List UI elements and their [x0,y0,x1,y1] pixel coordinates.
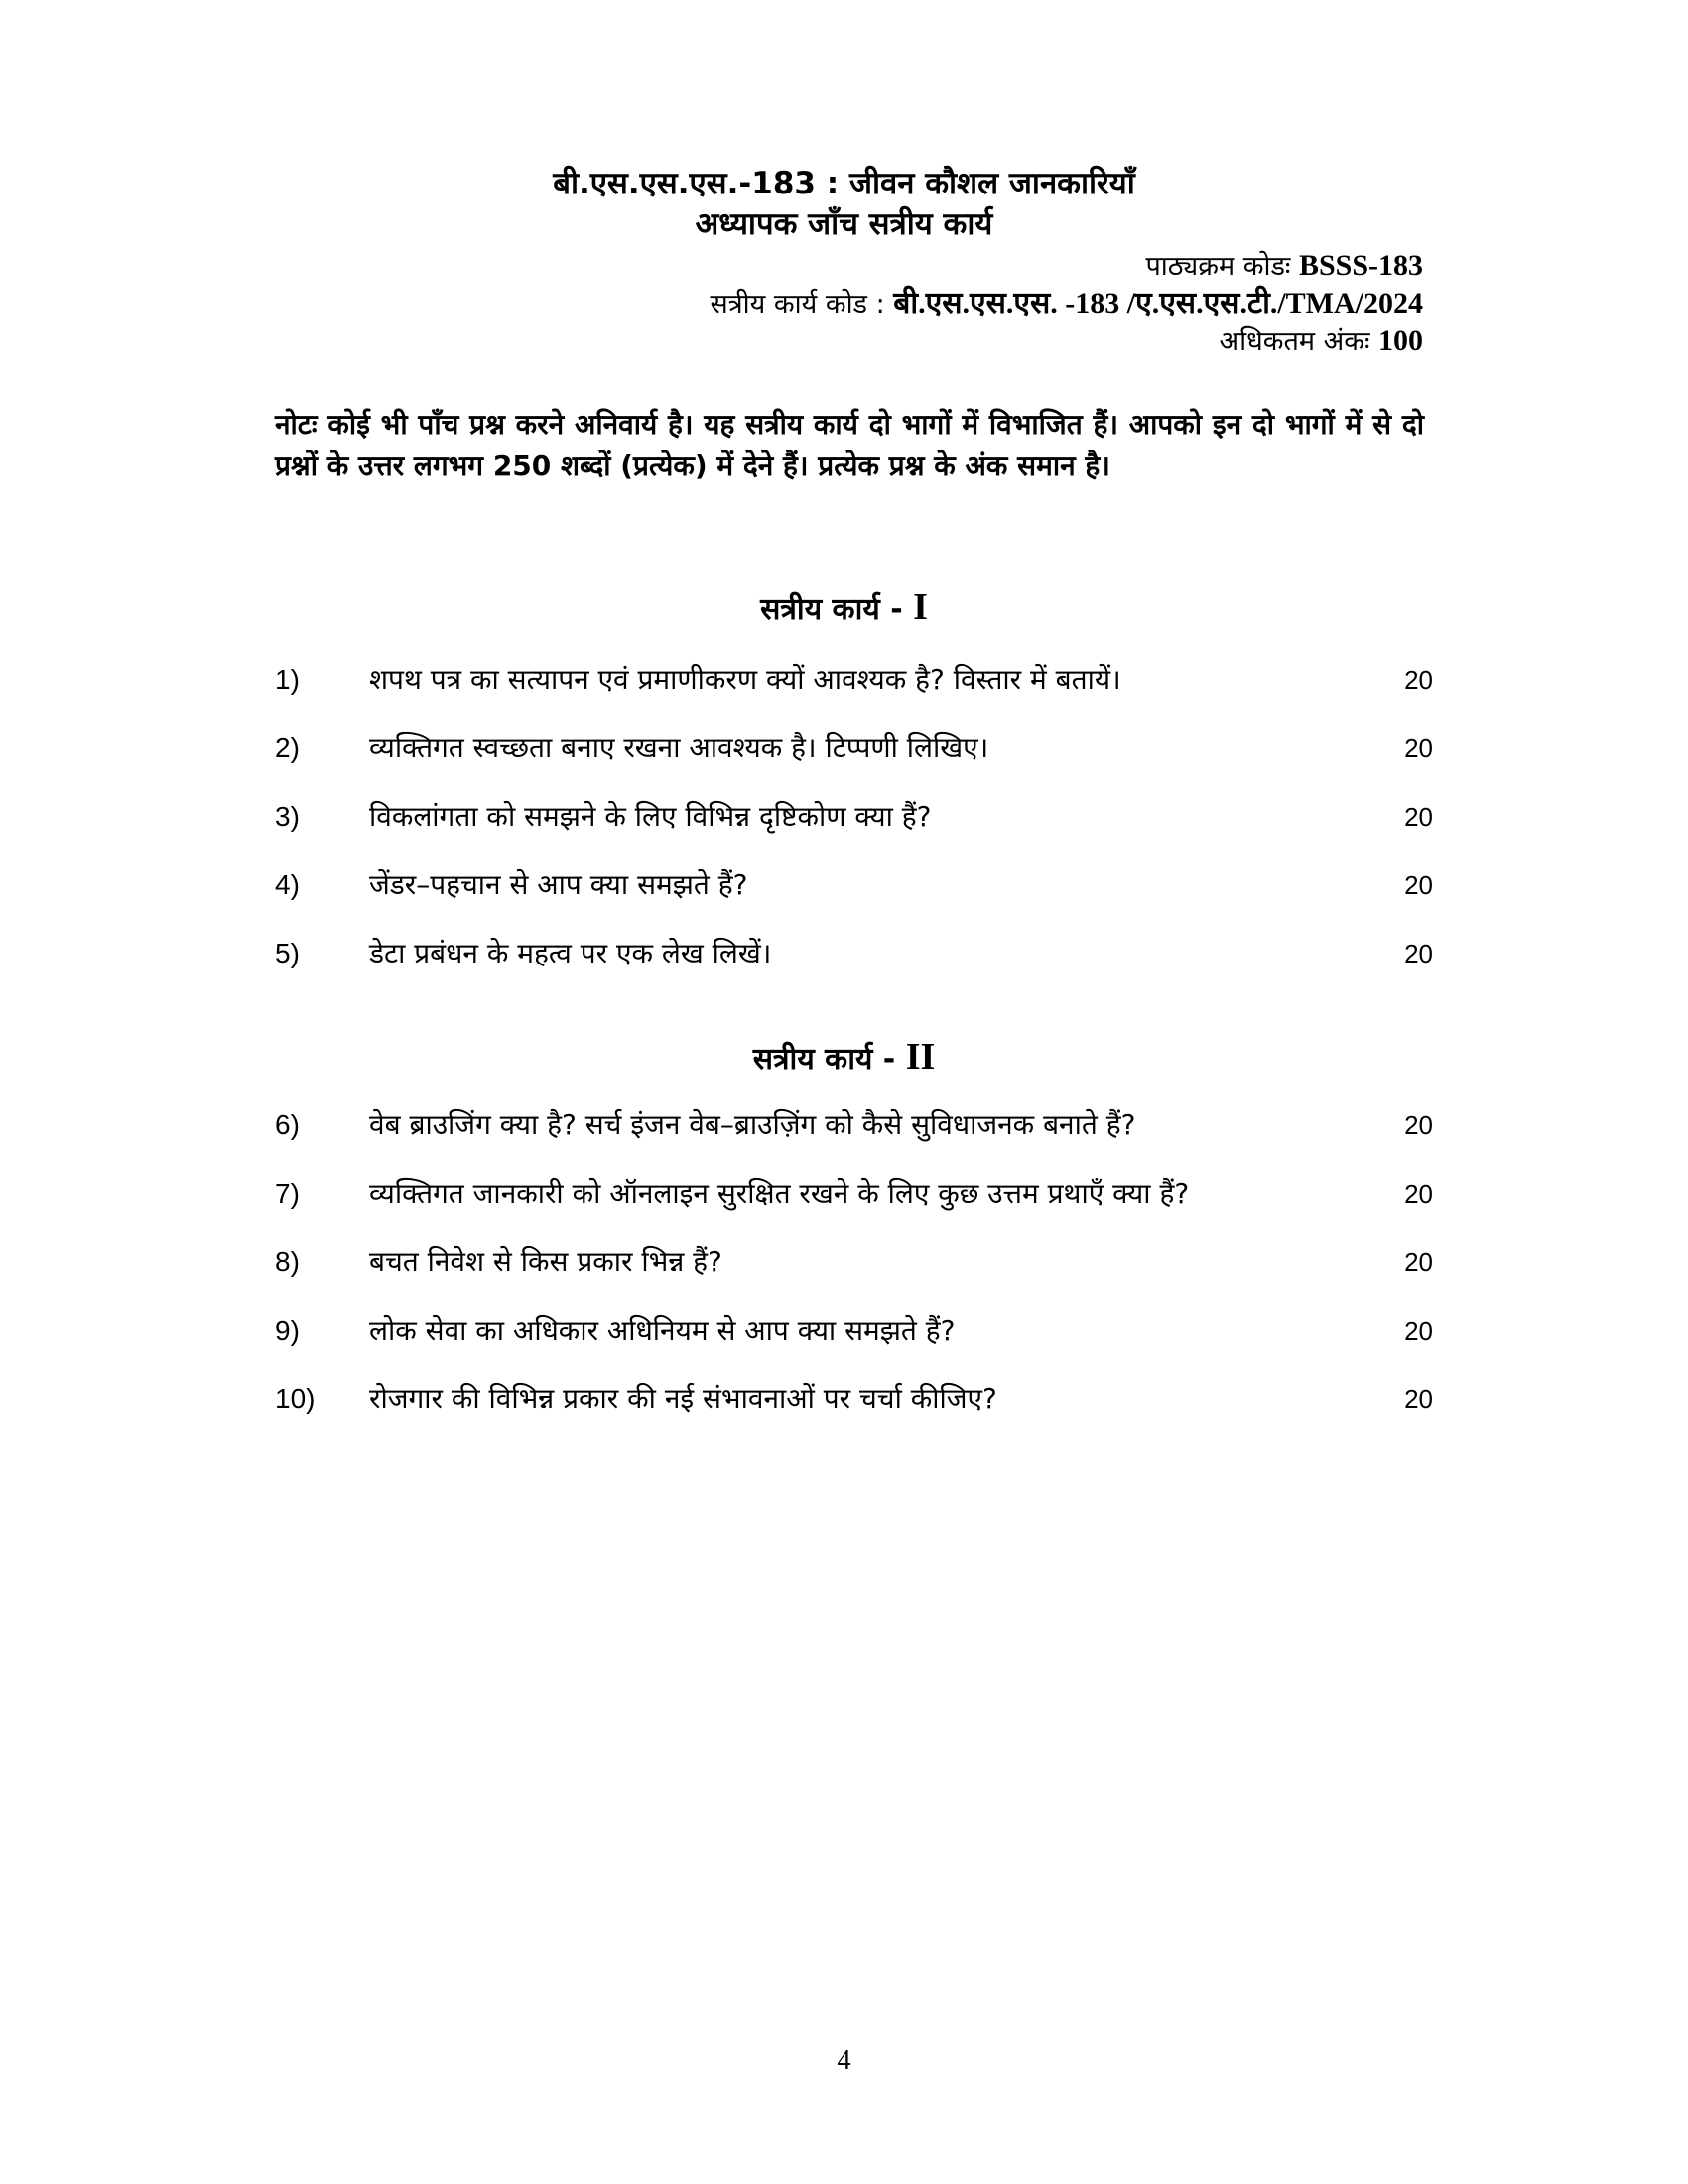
question-row [0,655,1688,705]
question-number: 10) [275,1383,316,1414]
question-marks: 20 [1404,802,1433,832]
question-number: 4) [275,869,300,900]
document-title: बी.एस.एस.एस.-183 : जीवन कौशल जानकारियाँ [553,166,1135,201]
section-heading-1 [0,585,1688,632]
assignment-code-label: सत्रीय कार्य कोड : [710,289,885,320]
question-marks: 20 [1404,1247,1433,1277]
question-row [0,1169,1688,1219]
section-roman-numeral: I [913,586,928,628]
document-subtitle: अध्यापक जाँच सत्रीय कार्य [695,206,993,242]
course-code-label: पाठ्यक्रम कोडः [1145,251,1291,282]
question-text: बचत निवेश से किस प्रकार भिन्न हैं? [369,1245,722,1278]
question-text: वेब ब्राउजिंग क्या है? सर्च इंजन वेब–ब्राउज़िंग को कैसे सुविधाजनक बनाते हैं? [369,1108,1136,1141]
question-text: डेटा प्रबंधन के महत्व पर एक लेख लिखें। [369,937,772,969]
section-heading-label: सत्रीय कार्य - [760,592,903,627]
question-text: विकलांगता को समझने के लिए विभिन्न दृष्टिकोण क्या हैं? [369,800,932,833]
assignment-code [710,286,1423,322]
question-row [0,1237,1688,1287]
question-number: 3) [275,801,300,832]
assignment-code-value: बी.एस.एस.एस. -183 /ए.एस.एस.टी./TMA/2024 [893,287,1423,320]
question-marks: 20 [1404,1179,1433,1209]
question-text: रोजगार की विभिन्न प्रकार की नई संभावनाओं पर चर्चा कीजिए? [369,1382,997,1415]
question-marks: 20 [1404,939,1433,968]
question-number: 6) [275,1109,300,1140]
section-heading-label: सत्रीय कार्य - [752,1042,896,1077]
question-text: व्यक्तिगत स्वच्छता बनाए रखना आवश्यक है। टिप्पणी लिखिए। [369,731,989,764]
question-row [0,723,1688,773]
instructions-note: नोटः कोई भी पाँच प्रश्न करने अनिवार्य है। यह सत्रीय कार्य दो भागों में विभाजित हैं। आपको इन दो भागों में से दो प्रश्नों के उत्तर लगभग 250 शब्दों (प्रत्येक) में देने हैं। प्रत्येक प्रश्न के अंक समान है। [275,408,1424,482]
question-number: 8) [275,1246,300,1277]
question-marks: 20 [1404,1384,1433,1414]
question-text: जेंडर–पहचान से आप क्या समझते हैं? [369,868,748,901]
question-number: 9) [275,1315,300,1346]
max-marks-value: 100 [1378,324,1423,357]
question-number: 7) [275,1178,300,1209]
max-marks-label: अधिकतम अंकः [1219,326,1370,357]
course-code-value: BSSS-183 [1298,249,1423,282]
question-text: शपथ पत्र का सत्यापन एवं प्रमाणीकरण क्यों आवश्यक है? विस्तार में बतायें। [369,663,1121,696]
question-text: लोक सेवा का अधिकार अधिनियम से आप क्या समझते हैं? [369,1314,956,1347]
question-marks: 20 [1404,733,1433,763]
question-row [0,792,1688,841]
question-number: 2) [275,732,300,763]
question-marks: 20 [1404,1316,1433,1346]
question-row [0,1100,1688,1150]
question-number: 1) [275,664,300,695]
max-marks [1220,323,1424,360]
question-row [0,1306,1688,1355]
question-row [0,860,1688,910]
page-number: 4 [837,2045,851,2076]
course-code [1145,248,1423,285]
section-heading-2 [0,1035,1688,1082]
question-row [0,1374,1688,1424]
question-marks: 20 [1404,870,1433,900]
question-row [0,929,1688,978]
section-roman-numeral: II [905,1036,936,1078]
question-text: व्यक्तिगत जानकारी को ऑनलाइन सुरक्षित रखने के लिए कुछ उत्तम प्रथाएँ क्या हैं? [369,1177,1190,1210]
question-number: 5) [275,938,300,968]
question-marks: 20 [1404,1110,1433,1140]
question-marks: 20 [1404,665,1433,695]
